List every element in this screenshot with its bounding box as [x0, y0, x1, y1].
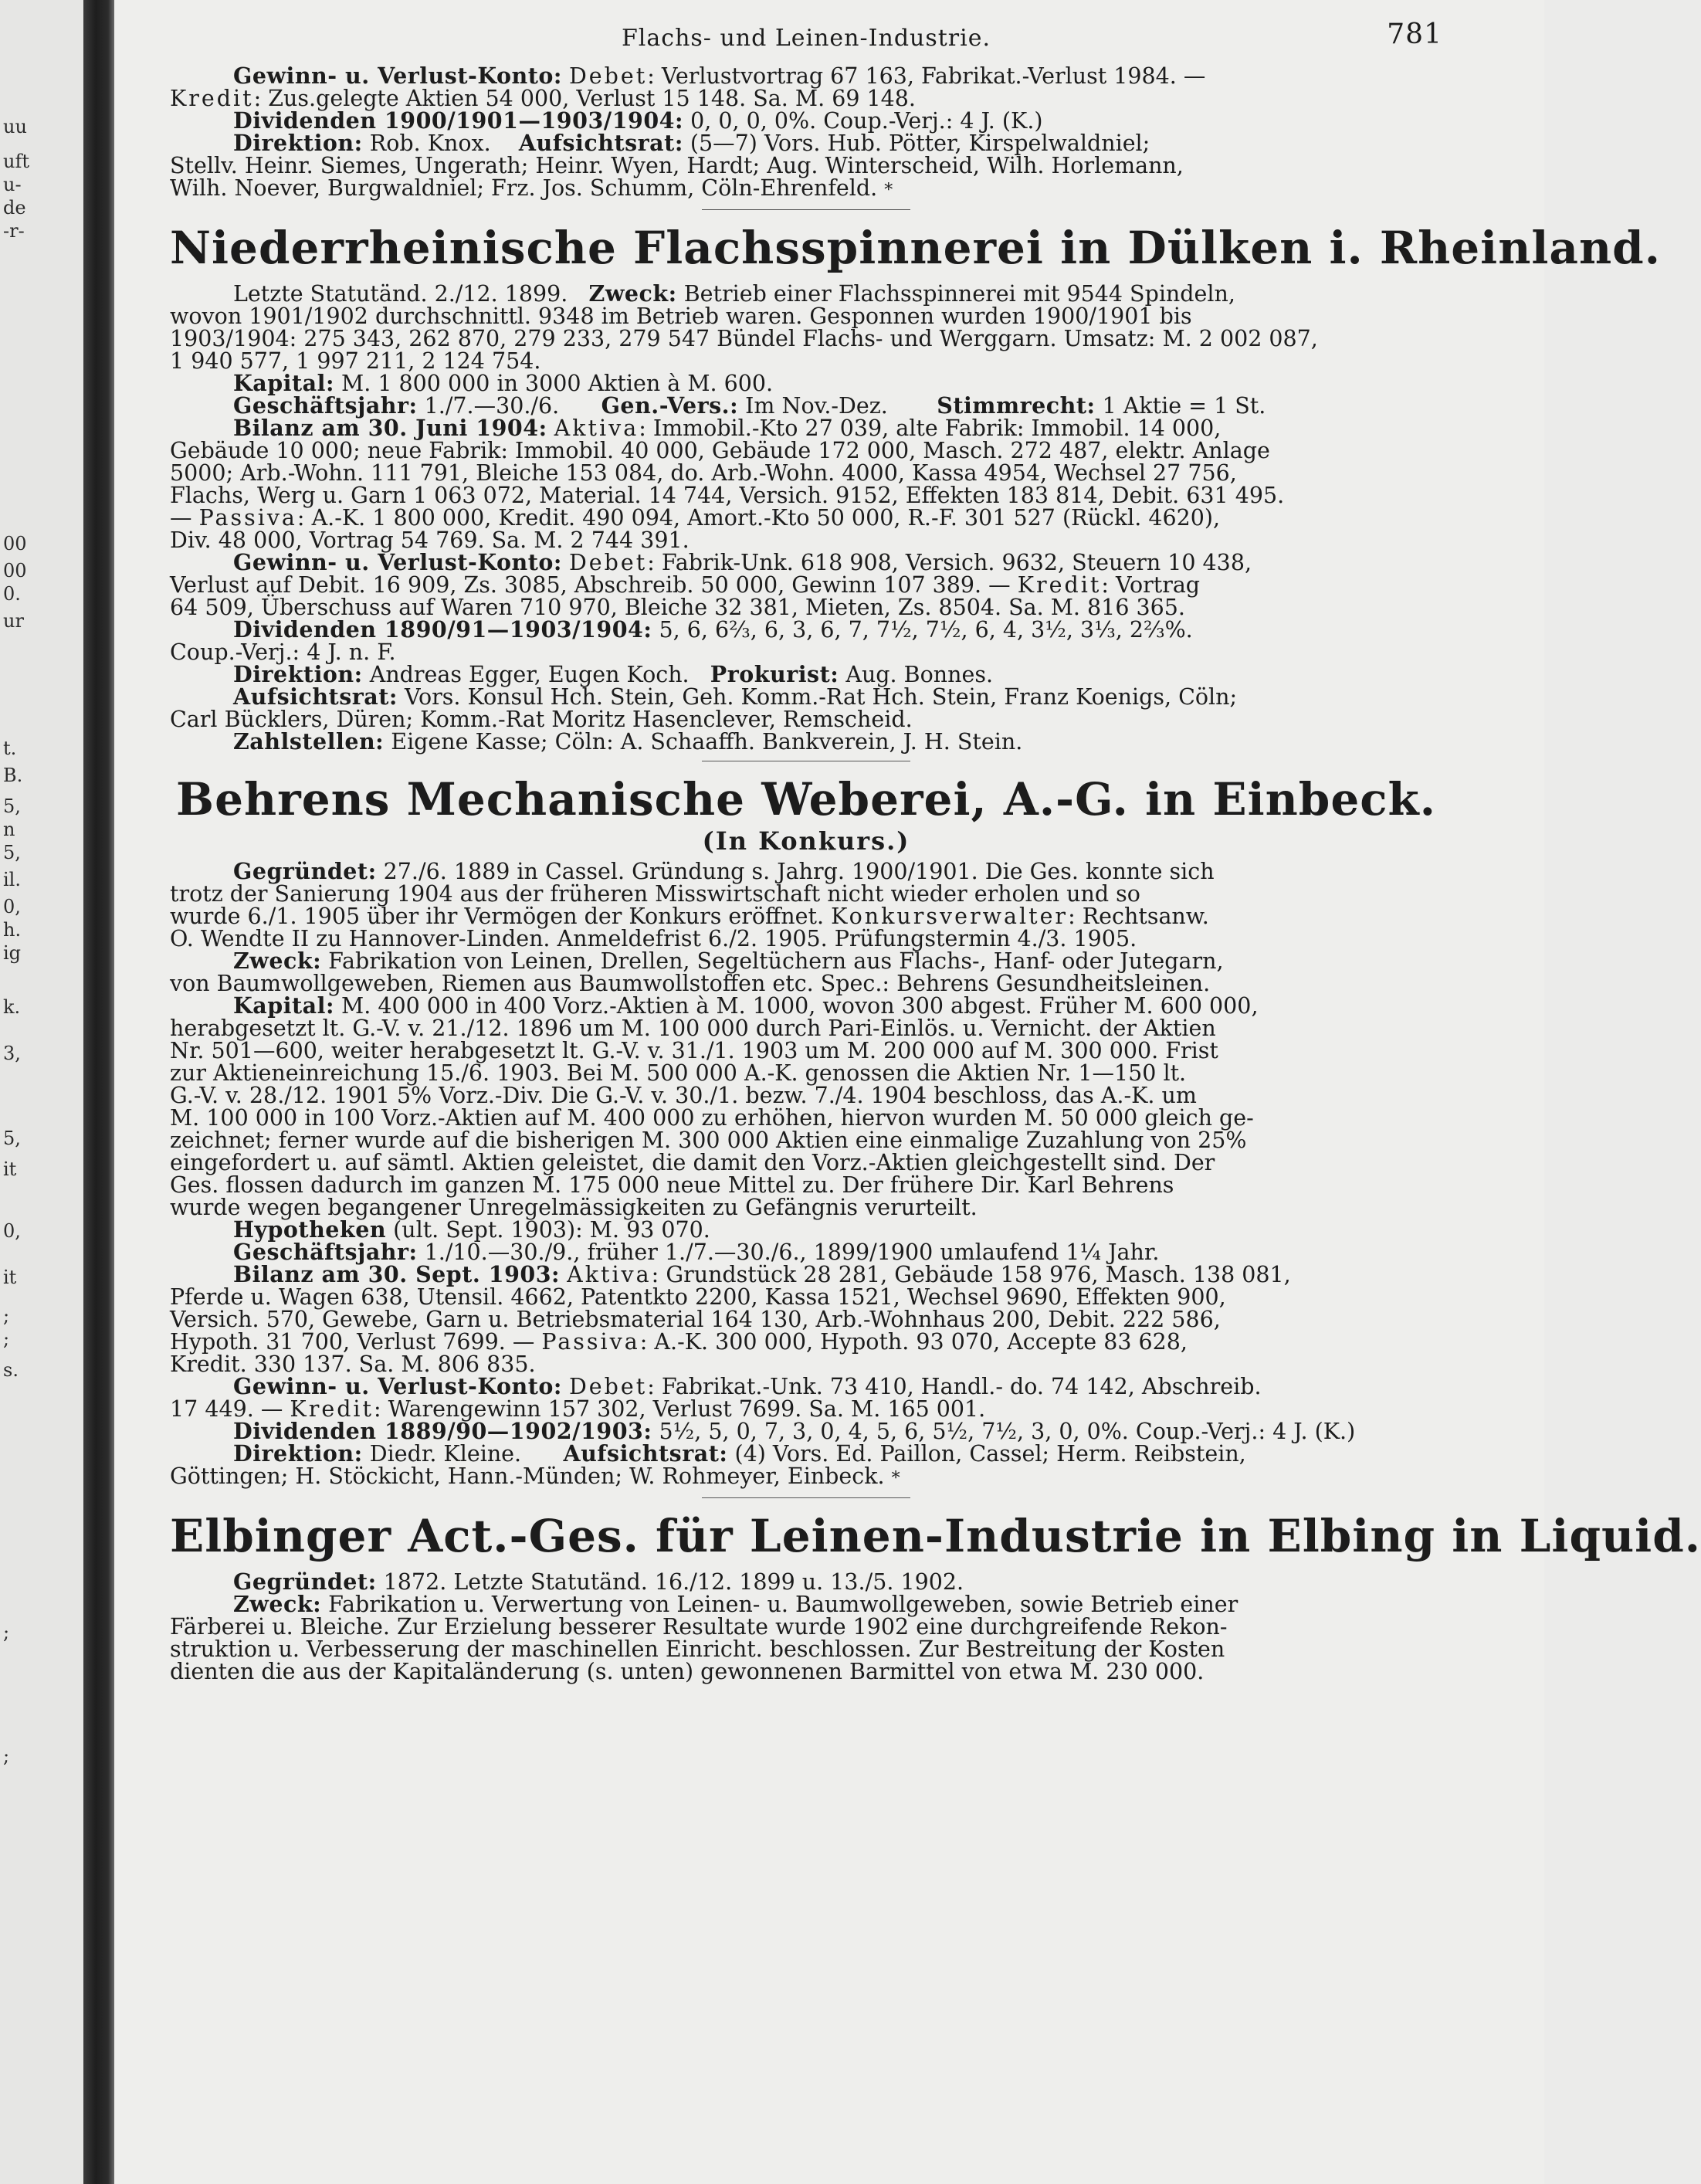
margin-fragment: it — [3, 1158, 17, 1180]
text-line: Gewinn- u. Verlust-Konto: Debet: Fabrik-Unk. 618 908, Versich. 9632, Steuern 10 438, — [233, 549, 1252, 575]
entry-title: Elbinger Act.-Ges. für Leinen-Industrie in Elbing in Liquid. — [170, 1510, 1701, 1562]
text-line: 64 509, Überschuss auf Waren 710 970, Bleiche 32 381, Mieten, Zs. 8504. Sa. M. 816 365. — [170, 595, 1185, 620]
entry-niederrheinische — [170, 221, 1661, 755]
text-line: dienten die aus der Kapitaländerung (s. unten) gewonnenen Barmittel von etwa M. 230 000. — [170, 1659, 1205, 1684]
margin-fragment: n — [3, 819, 15, 840]
margin-fragment: -r- — [3, 220, 25, 242]
book-gutter — [83, 0, 114, 2184]
text-line: 1903/1904: 275 343, 262 870, 279 233, 279 547 Bündel Flachs- und Werggarn. Umsatz: M. 2 002 087, — [170, 326, 1318, 351]
text-line: Zahlstellen: Eigene Kasse; Cöln: A. Schaaffh. Bankverein, J. H. Stein. — [233, 728, 1023, 755]
header-title: Flachs- und Leinen-Industrie. — [621, 25, 991, 52]
page-content — [170, 19, 1701, 1684]
text-line: Dividenden 1889/90—1902/1903: 5½, 5, 0, 7, 3, 0, 4, 5, 6, 5½, 7½, 3, 0, 0%. Coup.-Verj.: 4 J. (K.) — [233, 1418, 1356, 1444]
text-line: trotz der Sanierung 1904 aus der früheren Misswirtschaft nicht wieder erholen und so — [170, 881, 1140, 907]
text-line: Hypotheken (ult. Sept. 1903): M. 93 070. — [233, 1216, 710, 1243]
text-line: Gegründet: 1872. Letzte Statutänd. 16./12. 1899 u. 13./5. 1902. — [233, 1568, 964, 1595]
margin-fragment: ; — [3, 1745, 10, 1767]
text-line: herabgesetzt lt. G.-V. v. 21./12. 1896 um M. 100 000 durch Pari-Einlös. u. Vernicht. der Aktien — [170, 1016, 1216, 1041]
margin-fragment: u- — [3, 174, 22, 195]
text-line: — Passiva: A.-K. 1 800 000, Kredit. 490 094, Amort.-Kto 50 000, R.-F. 301 527 (Rückl. 4620), — [170, 505, 1221, 531]
text-line: Wilh. Noever, Burgwaldniel; Frz. Jos. Schumm, Cöln-Ehrenfeld. * — [170, 175, 893, 201]
margin-fragment: ; — [3, 1328, 10, 1350]
margin-fragment: il. — [3, 869, 21, 890]
text-line: Direktion: Rob. Knox. Aufsichtsrat: (5—7) Vors. Hub. Pötter, Kirspelwaldniel; — [233, 130, 1150, 156]
text-line: Pferde u. Wagen 638, Utensil. 4662, Patentkto 2200, Kassa 1521, Wechsel 9690, Effekten 900, — [170, 1284, 1226, 1310]
text-line: Bilanz am 30. Juni 1904: Aktiva: Immobil.-Kto 27 039, alte Fabrik: Immobil. 14 000, — [233, 415, 1222, 441]
text-line: Div. 48 000, Vortrag 54 769. Sa. M. 2 744 391. — [170, 527, 690, 553]
text-line: M. 100 000 in 100 Vorz.-Aktien auf M. 400 000 zu erhöhen, hiervon wurden M. 50 000 gleich ge- — [170, 1105, 1254, 1131]
text-line: Dividenden 1900/1901—1903/1904: 0, 0, 0, 0%. Coup.-Verj.: 4 J. (K.) — [233, 107, 1043, 134]
text-line: von Baumwollgeweben, Riemen aus Baumwollstoffen etc. Spec.: Behrens Gesundheitsleinen. — [170, 971, 1211, 996]
text-line: O. Wendte II zu Hannover-Linden. Anmeldefrist 6./2. 1905. Prüfungstermin 4./3. 1905. — [170, 926, 1137, 951]
margin-fragment: ig — [3, 942, 22, 964]
text-line: Aufsichtsrat: Vors. Konsul Hch. Stein, Geh. Komm.-Rat Hch. Stein, Franz Koenigs, Cöln; — [233, 683, 1238, 710]
text-line: eingefordert u. auf sämtl. Aktien geleistet, die damit den Vorz.-Aktien gleichgestellt sind. Der — [170, 1150, 1215, 1175]
text-line: Hypoth. 31 700, Verlust 7699. — Passiva: A.-K. 300 000, Hypoth. 93 070, Accepte 83 628, — [170, 1329, 1188, 1355]
text-line: Direktion: Diedr. Kleine. Aufsichtsrat: (4) Vors. Ed. Paillon, Cassel; Herm. Reibstein, — [233, 1440, 1246, 1467]
text-line: G.-V. v. 28./12. 1901 5% Vorz.-Div. Die G.-V. v. 30./1. bezw. 7./4. 1904 beschloss, das A.-K. um — [170, 1083, 1197, 1108]
margin-fragment: h. — [3, 919, 22, 941]
text-line: struktion u. Verbesserung der maschinellen Einricht. beschlossen. Zur Bestreitung der Kosten — [170, 1636, 1225, 1662]
margin-fragment: 00 — [3, 533, 27, 554]
text-line: Flachs, Werg u. Garn 1 063 072, Material. 14 744, Versich. 9152, Effekten 183 814, Debit. 631 495. — [170, 483, 1285, 508]
text-line: Bilanz am 30. Sept. 1903: Aktiva: Grundstück 28 281, Gebäude 158 976, Masch. 138 081, — [233, 1261, 1291, 1287]
text-line: Göttingen; H. Stöckicht, Hann.-Münden; W. Rohmeyer, Einbeck. * — [170, 1463, 900, 1489]
text-line: 5000; Arb.-Wohn. 111 791, Bleiche 153 084, do. Arb.-Wohn. 4000, Kassa 4954, Wechsel 27 756, — [170, 460, 1237, 486]
running-header — [170, 19, 1442, 65]
text-line: Stellv. Heinr. Siemes, Ungerath; Heinr. Wyen, Hardt; Aug. Winterscheid, Wilh. Horlemann, — [170, 153, 1184, 178]
margin-fragment: ; — [3, 1305, 10, 1327]
text-line: Zweck: Fabrikation u. Verwertung von Leinen- u. Baumwollgeweben, sowie Betrieb einer — [233, 1591, 1238, 1617]
margin-fragment: 0. — [3, 583, 21, 605]
margin-fragment: uft — [3, 151, 29, 172]
text-line: Kapital: M. 400 000 in 400 Vorz.-Aktien à M. 1000, wovon 300 abgest. Früher M. 600 000, — [233, 992, 1259, 1019]
text-line: Färberei u. Bleiche. Zur Erzielung besserer Resultate wurde 1902 eine durchgreifende Rekon- — [170, 1614, 1228, 1640]
text-line: zeichnet; ferner wurde auf die bisherigen M. 300 000 Aktien eine einmalige Zuzahlung von 25% — [170, 1128, 1247, 1153]
page — [114, 0, 1701, 2184]
text-line: Nr. 501—600, weiter herabgesetzt lt. G.-V. v. 31./1. 1903 um M. 200 000 auf M. 300 000. Frist — [170, 1038, 1218, 1063]
margin-fragment: it — [3, 1267, 17, 1288]
margin-fragment: 00 — [3, 560, 27, 582]
text-line: wurde 6./1. 1905 über ihr Vermögen der Konkurs eröffnet. Konkursverwalter: Rechtsanw. — [170, 904, 1209, 929]
margin-fragment: ; — [3, 1622, 10, 1643]
margin-fragment: 5, — [3, 842, 21, 863]
margin-fragment: 5, — [3, 795, 21, 817]
margin-fragment: de — [3, 197, 26, 219]
footnote-marker: * — [891, 1469, 900, 1488]
text-line: zur Aktieneinreichung 15./6. 1903. Bei M. 500 000 A.-K. genossen die Aktien Nr. 1—150 lt. — [170, 1060, 1187, 1086]
entry-elbinger — [170, 1509, 1701, 1684]
entry-behrens — [170, 772, 1442, 1490]
margin-fragment: uu — [3, 116, 27, 137]
text-line: 17 449. — Kredit: Warengewinn 157 302, Verlust 7699. Sa. M. 165 001. — [170, 1396, 986, 1422]
left-page-edge — [0, 0, 83, 2184]
margin-fragment: t. — [3, 738, 17, 759]
entry-continued — [170, 65, 1442, 202]
margin-fragment: 3, — [3, 1043, 21, 1064]
margin-fragment: ur — [3, 610, 24, 632]
text-line: Geschäftsjahr: 1./7.—30./6. Gen.-Vers.: Im Nov.-Dez. Stimmrecht: 1 Aktie = 1 St. — [233, 392, 1266, 419]
text-line: Kredit: Zus.gelegte Aktien 54 000, Verlust 15 148. Sa. M. 69 148. — [170, 86, 916, 111]
entry-title: Niederrheinische Flachsspinnerei in Dülken i. Rheinland. — [170, 222, 1661, 274]
margin-fragment: B. — [3, 765, 23, 786]
margin-fragment: 0, — [3, 896, 21, 917]
text-line: Dividenden 1890/91—1903/1904: 5, 6, 6⅔, 6, 3, 6, 7, 7½, 7½, 6, 4, 3½, 3⅓, 2⅔%. — [233, 616, 1193, 643]
text-line: Geschäftsjahr: 1./10.—30./9., früher 1./7.—30./6., 1899/1900 umlaufend 1¼ Jahr. — [233, 1239, 1160, 1265]
text-line: Zweck: Fabrikation von Leinen, Drellen, Segeltüchern aus Flachs-, Hanf- oder Jutegarn, — [233, 948, 1224, 974]
text-line: Gegründet: 27./6. 1889 in Cassel. Gründung s. Jahrg. 1900/1901. Die Ges. konnte sich — [233, 858, 1215, 884]
text-line: Carl Bücklers, Düren; Komm.-Rat Moritz Hasenclever, Remscheid. — [170, 707, 913, 732]
margin-fragment: 0, — [3, 1220, 21, 1242]
text-line: wurde wegen begangener Unregelmässigkeiten zu Gefängnis verurteilt. — [170, 1195, 978, 1220]
text-line: Kapital: M. 1 800 000 in 3000 Aktien à M. 600. — [233, 370, 774, 396]
text-line: wovon 1901/1902 durchschnittl. 9348 im Betrieb waren. Gesponnen wurden 1900/1901 bis — [170, 304, 1192, 329]
margin-fragment: s. — [3, 1359, 19, 1381]
text-line: Gebäude 10 000; neue Fabrik: Immobil. 40 000, Gebäude 172 000, Masch. 272 487, elektr. Anlage — [170, 438, 1270, 463]
entry-title: Behrens Mechanische Weberei, A.-G. in Einbeck. — [176, 773, 1436, 826]
text-line: Coup.-Verj.: 4 J. n. F. — [170, 639, 396, 665]
text-line: Ges. flossen dadurch im ganzen M. 175 000 neue Mittel zu. Der frühere Dir. Karl Behrens — [170, 1172, 1174, 1198]
section-divider — [702, 209, 910, 210]
section-divider — [702, 1497, 910, 1498]
text-line: Kredit. 330 137. Sa. M. 806 835. — [170, 1351, 536, 1377]
text-line: Verlust auf Debit. 16 909, Zs. 3085, Abschreib. 50 000, Gewinn 107 389. — Kredit: Vortrag — [170, 572, 1201, 598]
margin-fragment: k. — [3, 996, 21, 1018]
text-line: Letzte Statutänd. 2./12. 1899. Zweck: Betrieb einer Flachsspinnerei mit 9544 Spindeln, — [233, 280, 1235, 307]
text-line: Versich. 570, Gewebe, Garn u. Betriebsmaterial 164 130, Arb.-Wohnhaus 200, Debit. 222 586, — [170, 1307, 1221, 1332]
page-number: 781 — [1387, 19, 1442, 50]
entry-subtitle: (In Konkurs.) — [702, 826, 910, 856]
footnote-marker: * — [884, 181, 893, 200]
margin-fragment: 5, — [3, 1128, 21, 1149]
text-line: 1 940 577, 1 997 211, 2 124 754. — [170, 348, 541, 374]
text-line: Direktion: Andreas Egger, Eugen Koch. Prokurist: Aug. Bonnes. — [233, 661, 994, 687]
text-line: Gewinn- u. Verlust-Konto: Debet: Verlustvortrag 67 163, Fabrikat.-Verlust 1984. — — [233, 63, 1206, 89]
text-line: Gewinn- u. Verlust-Konto: Debet: Fabrikat.-Unk. 73 410, Handl.- do. 74 142, Abschreib. — [233, 1373, 1262, 1399]
